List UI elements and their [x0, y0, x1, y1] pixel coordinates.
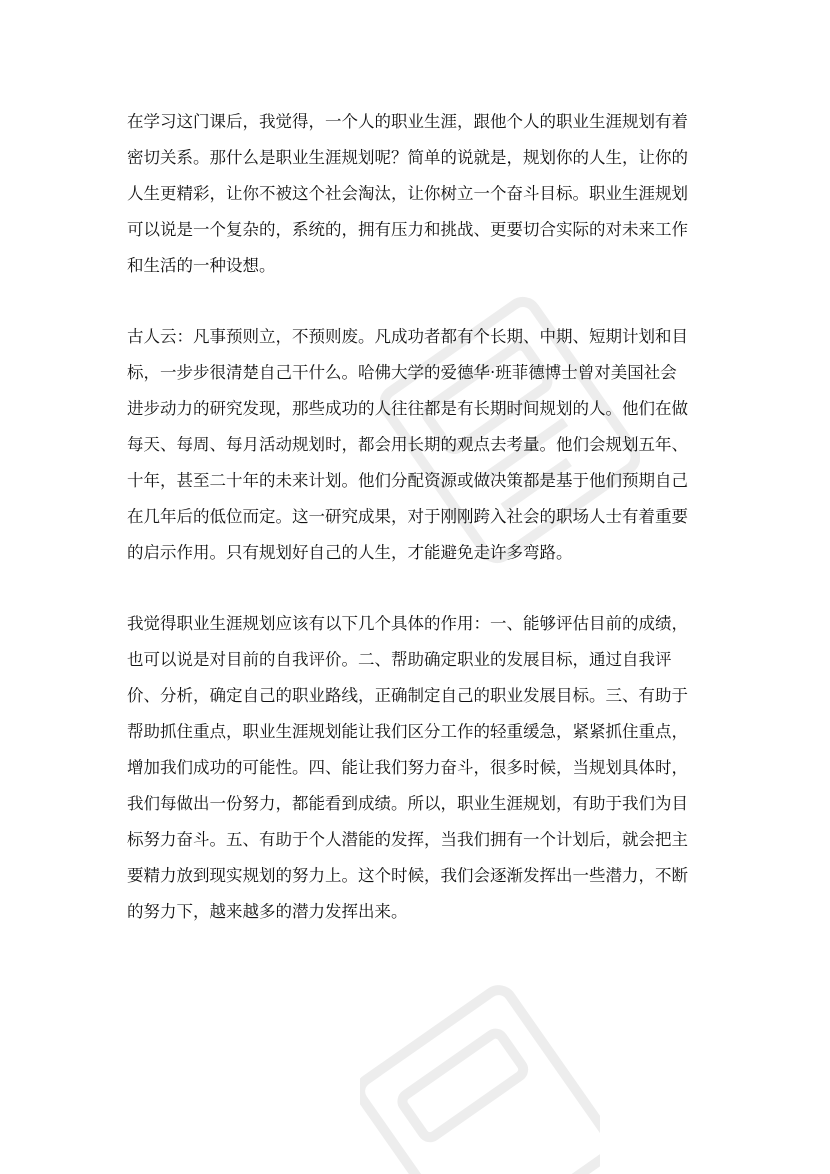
paragraph-3 — [127, 606, 695, 930]
line-text: 可以说是一个复杂的，系统的，拥有压力和挑战、更要切合实际的对未来工作 — [127, 220, 688, 239]
text-line — [127, 355, 695, 391]
line-text: 每天、每周、每月活动规划时，都会用长期的观点去考量。他们会规划五年、 — [127, 435, 688, 454]
line-text: 价、分析，确定自己的职业路线，正确制定自己的职业发展目标。三、有助于 — [127, 686, 688, 705]
text-line — [127, 750, 695, 786]
line-text: 古人云：凡事预则立，不预则废。凡成功者都有个长期、中期、短期计划和目 — [127, 327, 688, 346]
line-text: 标努力奋斗。五、有助于个人潜能的发挥，当我们拥有一个计划后，就会把主 — [127, 830, 688, 849]
line-text: 要精力放到现实规划的努力上。这个时候，我们会逐渐发挥出一些潜力，不断 — [127, 866, 688, 885]
text-line — [127, 714, 695, 750]
line-text: 在几年后的低位而定。这一研究成果，对于刚刚跨入社会的职场人士有着重要 — [127, 507, 688, 526]
text-line — [127, 104, 695, 140]
text-line — [127, 212, 695, 248]
text-line — [127, 786, 695, 822]
line-text: 在学习这门课后，我觉得，一个人的职业生涯，跟他个人的职业生涯规划有着 — [127, 112, 688, 131]
text-line — [127, 894, 695, 930]
paragraph-1 — [127, 104, 695, 284]
watermark-stamp — [360, 960, 600, 1174]
text-line — [127, 535, 695, 571]
line-text: 我觉得职业生涯规划应该有以下几个具体的作用：一、能够评估目前的成绩， — [127, 614, 688, 633]
text-line — [127, 391, 695, 427]
document-body — [127, 104, 695, 930]
text-line — [127, 642, 695, 678]
text-line — [127, 248, 695, 284]
line-text: 我们每做出一份努力，都能看到成绩。所以，职业生涯规划，有助于我们为目 — [127, 794, 688, 813]
line-text: 增加我们成功的可能性。四、能让我们努力奋斗，很多时候，当规划具体时， — [127, 758, 688, 777]
line-text: 进步动力的研究发现，那些成功的人往往都是有长期时间规划的人。他们在做 — [127, 399, 688, 418]
line-text: 密切关系。那什么是职业生涯规划呢？简单的说就是，规划你的人生，让你的 — [127, 148, 688, 167]
text-line — [127, 319, 695, 355]
text-line — [127, 176, 695, 212]
text-line — [127, 822, 695, 858]
line-text: 也可以说是对目前的自我评价。二、帮助确定职业的发展目标，通过自我评 — [127, 650, 672, 669]
line-text: 十年，甚至二十年的未来计划。他们分配资源或做决策都是基于他们预期自己 — [127, 471, 688, 490]
line-text: 帮助抓住重点，职业生涯规划能让我们区分工作的轻重缓急，紧紧抓住重点， — [127, 722, 688, 741]
text-line — [127, 499, 695, 535]
text-line — [127, 463, 695, 499]
line-text: 和生活的一种设想。 — [127, 256, 276, 275]
paragraph-spacer — [127, 284, 695, 319]
line-text: 的启示作用。只有规划好自己的人生，才能避免走许多弯路。 — [127, 543, 573, 562]
text-line — [127, 427, 695, 463]
text-line — [127, 678, 695, 714]
line-text: 的努力下，越来越多的潜力发挥出来。 — [127, 902, 408, 921]
text-line — [127, 606, 695, 642]
text-line — [127, 140, 695, 176]
text-line — [127, 858, 695, 894]
paragraph-2 — [127, 319, 695, 571]
watermark-logo-icon — [360, 960, 600, 1174]
line-text: 人生更精彩，让你不被这个社会淘汰，让你树立一个奋斗目标。职业生涯规划 — [127, 184, 688, 203]
line-text: 标，一步步很清楚自己干什么。哈佛大学的爱德华·班菲德博士曾对美国社会 — [127, 363, 677, 382]
paragraph-spacer — [127, 571, 695, 606]
